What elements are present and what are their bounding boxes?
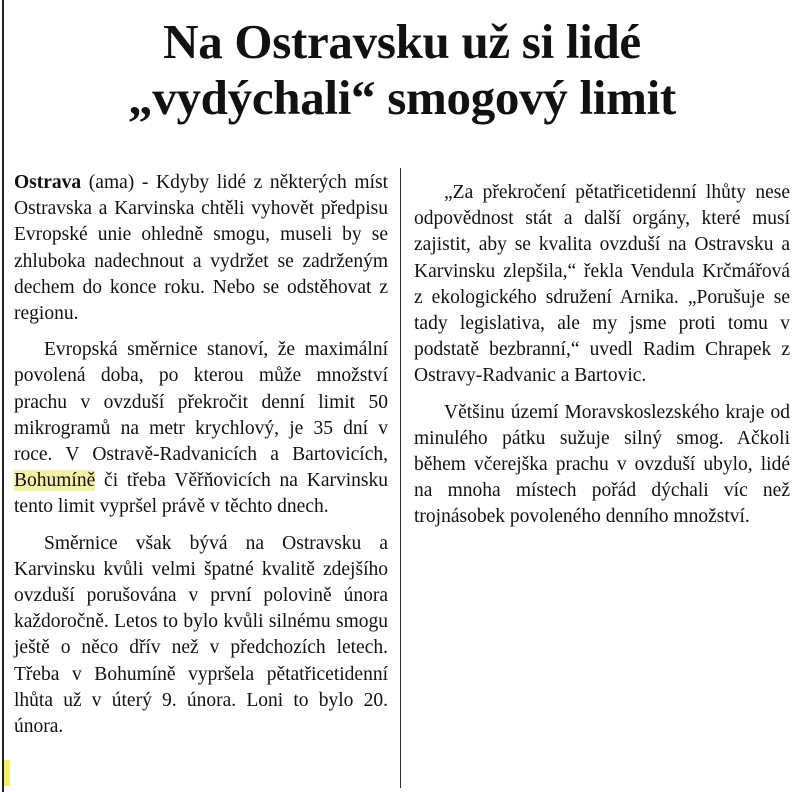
article-column-right <box>414 170 790 531</box>
highlighted-text: Bohumíně <box>14 470 96 492</box>
paragraph-4: „Za překročení pětatřicetidenní lhůty nese odpovědnost stát a další orgány, které musí zajistit, aby se kvalita ovzduší na Ostravsku a Karvinsku zlepšila,“ řekla Vendula Krčmářová z ekologického sdružení Arnika. „Porušuje se tady legislativa, ale my jsme proti tomu v podstatě bezbranní,“ uvedl Radim Chrapek z Ostravy-Radvanic a Bartovic. <box>414 182 790 387</box>
paragraph-2-after: či třeba Věřňovicích na Karvinsku tento limit vypršel právě v těchto dnech. <box>14 470 388 518</box>
left-margin-rule <box>2 0 4 792</box>
paragraph-2 <box>14 337 388 520</box>
paragraph-3: Směrnice však bývá na Ostravsku a Karvinsku kvůli velmi špatné kvalitě zdejšího ovzduší porušována v první polovině února každoročně. Letos to bylo kvůli silnému smogu ještě o něco dřív než v předchozích letech. Třeba v Bohumíně vypršela pětatřicetidenní lhůta už v úterý 9. února. Loni to bylo 20. února. <box>14 532 388 738</box>
byline: (ama) - <box>88 172 157 193</box>
paragraph-2-before: Evropská směrnice stanoví, že maximální povolená doba, po kterou může množství prachu v ovzduší překročit denní limit 50 mikrogramů na metr krychlový, je 35 dní v roce. V Ostravě-Radvanicích a Bartovicích, <box>14 339 388 466</box>
headline-line-1: Na Ostravsku už si lidé <box>163 14 641 69</box>
paragraph-1 <box>14 170 388 327</box>
paragraph-1-body: Kdyby lidé z některých míst Ostravska a Karvinska chtěli vyhovět předpisu Evropské unie ohledně smogu, museli by se zhluboka nadechnout a vydržet se zadrženým dechem do konce roku. Nebo se odstěhovat z regionu. <box>14 172 389 325</box>
article-column-left <box>14 170 388 740</box>
headline-line-2: „vydýchali“ smogový limit <box>128 70 676 125</box>
highlighter-mark <box>4 760 10 786</box>
column-divider <box>400 168 401 788</box>
paragraph-5: Většinu území Moravskoslezského kraje od minulého pátku sužuje silný smog. Ačkoli během včerejška prachu v ovzduší ubylo, lidé na mnoha místech pořád dýchali víc než trojnásobek povoleného denního množství. <box>414 401 790 528</box>
headline <box>12 14 792 126</box>
dateline: Ostrava <box>14 172 82 193</box>
